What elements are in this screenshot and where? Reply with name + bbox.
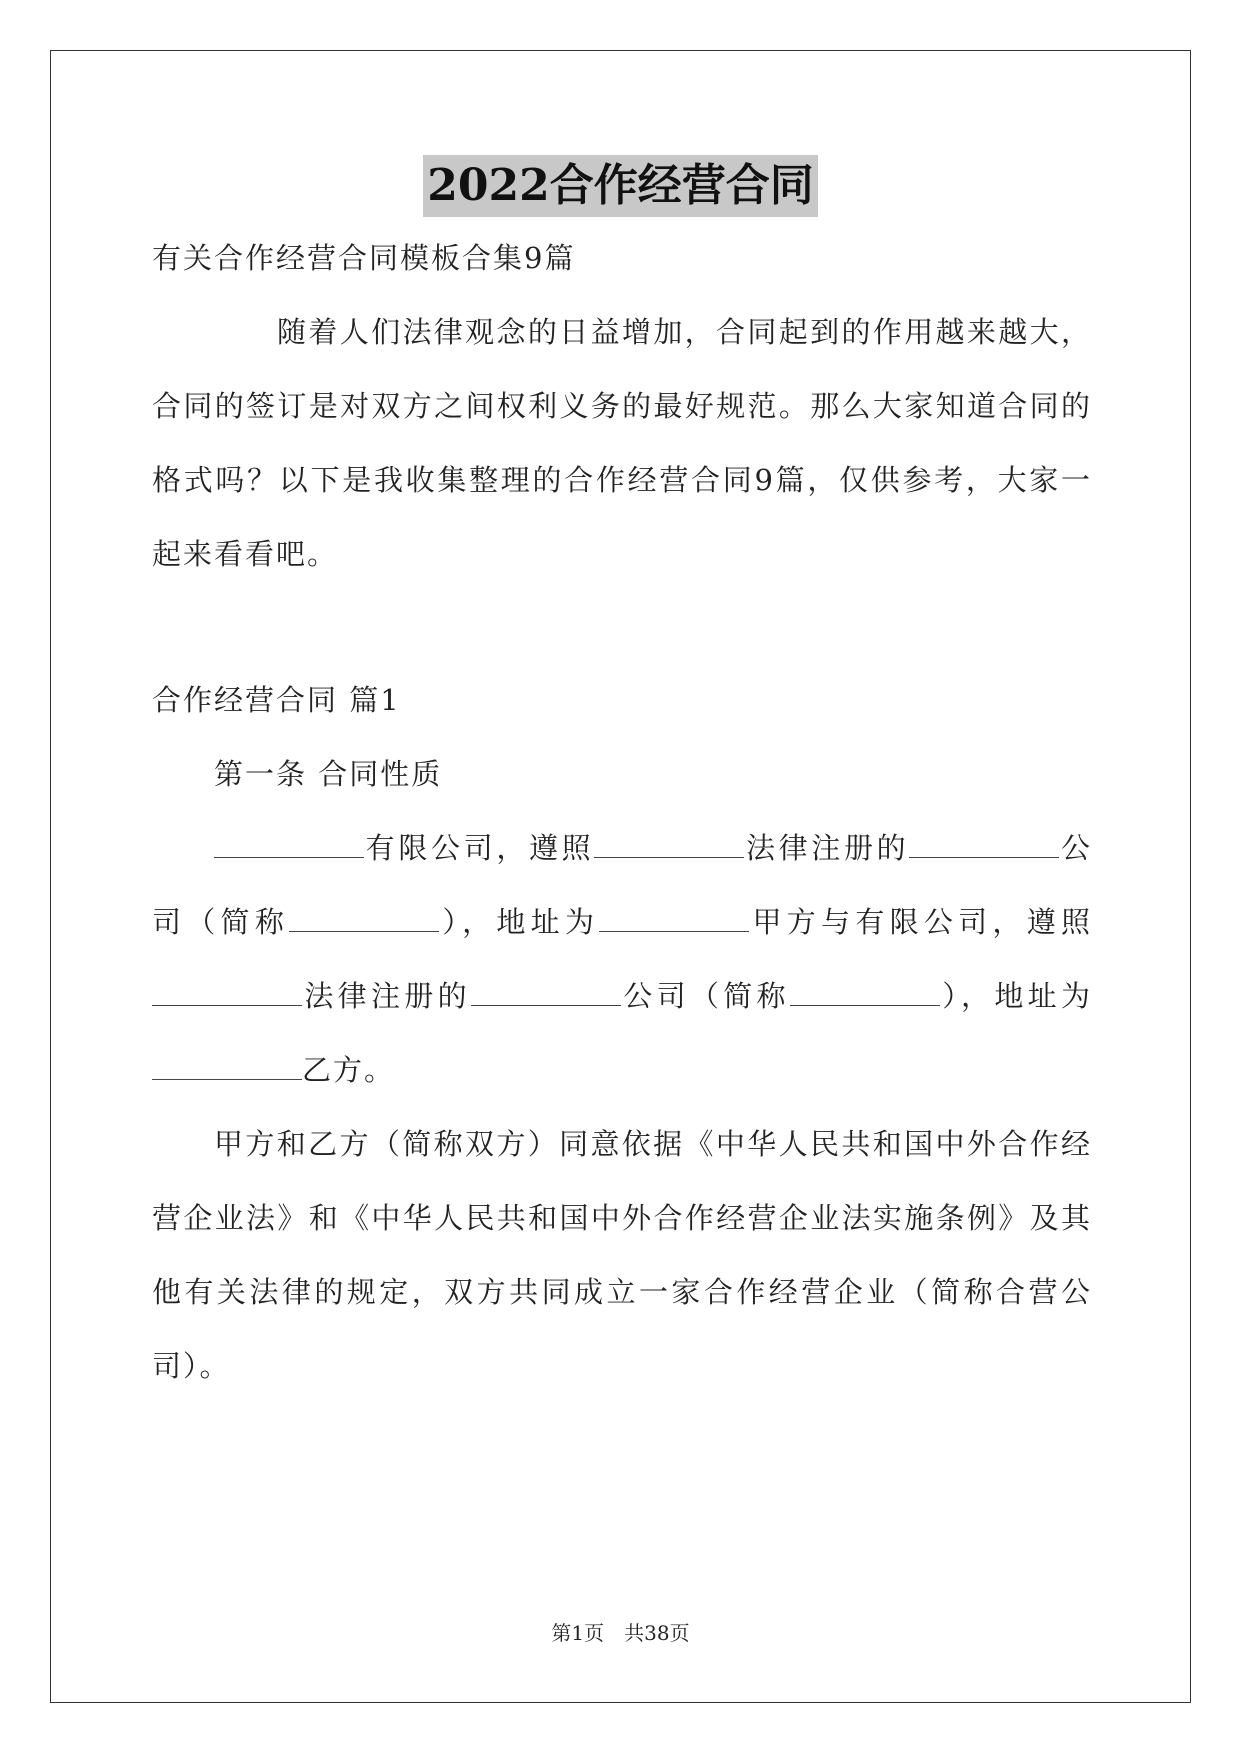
clause-text: 公司（简称 — [620, 979, 790, 1013]
fill-in-blank[interactable] — [790, 979, 940, 1006]
document-subtitle: 有关合作经营合同模板合集9篇 — [152, 241, 576, 275]
clause-text: 法律注册的 — [744, 831, 910, 865]
page-border — [50, 50, 1191, 1703]
clause-text: 有限公司，遵照 — [364, 831, 595, 865]
fill-in-blank[interactable] — [214, 831, 364, 858]
fill-in-blank[interactable] — [289, 905, 439, 932]
fill-in-blank[interactable] — [594, 831, 744, 858]
intro-line-2: 合同的签订是对双方之间权利义务的最好规范。那么大家知道合同的 — [152, 389, 1092, 423]
clause-text: ），地址为 — [939, 979, 1092, 1013]
section-heading: 合作经营合同 篇1 — [152, 683, 401, 717]
title-container — [0, 155, 1241, 217]
clause-text: 法律注册的 — [302, 979, 471, 1013]
agreement-line-2: 营企业法》和《中华人民共和国中外合作经营企业法实施条例》及其 — [152, 1201, 1092, 1235]
clause-text: 乙方。 — [302, 1053, 396, 1087]
clause-line-4 — [152, 1050, 1092, 1090]
clause-line-3 — [152, 976, 1092, 1016]
clause-line-1 — [214, 828, 1092, 868]
clause-text: 甲方与有限公司，遵照 — [749, 905, 1092, 939]
intro-line-3: 格式吗？以下是我收集整理的合作经营合同9篇，仅供参考，大家一 — [152, 463, 1092, 497]
article-heading: 第一条 合同性质 — [214, 757, 443, 791]
clause-text: 公 — [1059, 831, 1092, 865]
fill-in-blank[interactable] — [909, 831, 1059, 858]
fill-in-blank[interactable] — [599, 905, 749, 932]
document-title: 2022合作经营合同 — [423, 155, 817, 217]
agreement-line-4: 司）。 — [152, 1349, 231, 1383]
fill-in-blank[interactable] — [152, 979, 302, 1006]
agreement-line-1: 甲方和乙方（简称双方）同意依据《中华人民共和国中外合作经 — [214, 1127, 1092, 1161]
clause-line-2 — [152, 902, 1092, 942]
fill-in-blank[interactable] — [152, 1053, 302, 1080]
clause-text: 司（简称 — [152, 905, 290, 939]
page-number-footer: 第1页 共38页 — [551, 1621, 690, 1645]
clause-text: ），地址为 — [439, 905, 600, 939]
fill-in-blank[interactable] — [471, 979, 621, 1006]
agreement-line-3: 他有关法律的规定，双方共同成立一家合作经营企业（简称合营公 — [152, 1275, 1092, 1309]
intro-line-4: 起来看看吧。 — [152, 537, 339, 571]
intro-line-1: 随着人们法律观念的日益增加，合同起到的作用越来越大， — [277, 315, 1092, 349]
